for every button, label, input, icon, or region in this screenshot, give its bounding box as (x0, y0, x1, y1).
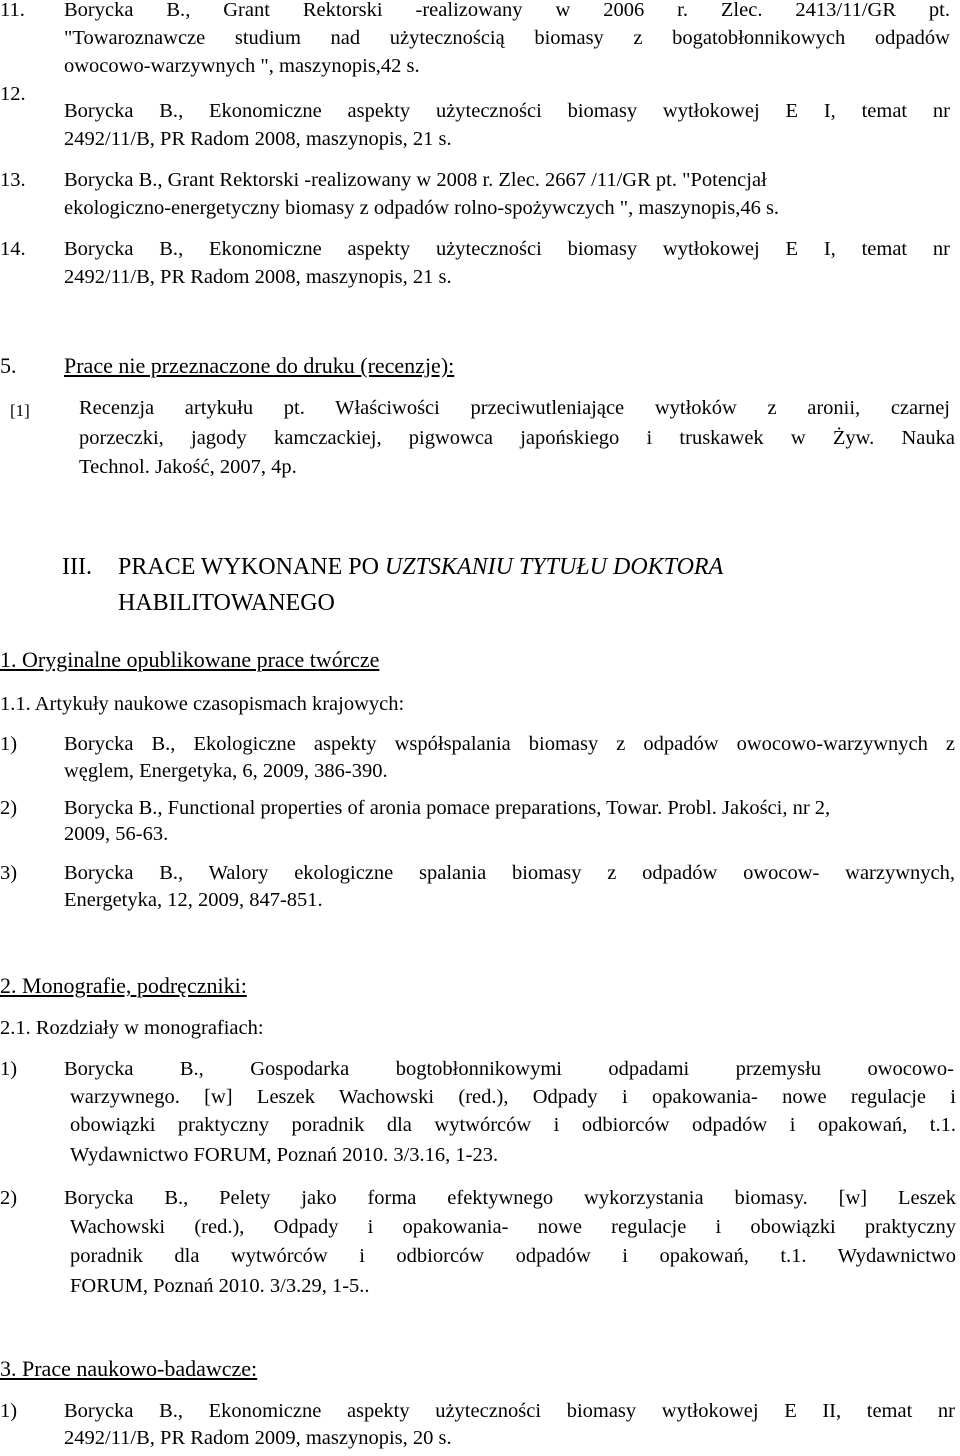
chapter-2-line-2: Wachowski (red.), Odpady i opakowania- nowe regulacje i obowiązki praktyczny (70, 1216, 956, 1238)
review-1-line-2: porzeczki, jagody kamczackiej, pigwowca japońskiego i truskawek w Żyw. Nauka (79, 427, 955, 449)
chapter-2-number: 2) (0, 1187, 18, 1209)
review-1-number: [1] (10, 401, 30, 420)
subsection-3-title: 3. Prace naukowo-badawcze: (0, 1356, 258, 1381)
article-2-number: 2) (0, 797, 18, 819)
research-1-author: Borycka B. (64, 1400, 178, 1422)
section-5-number: 5. (0, 353, 17, 378)
entry-12-line-1-text: , Ekonomiczne aspekty użyteczności biomasy wytłokowej E I, temat nr (178, 100, 950, 122)
subsection-2-title: 2. Monografie, podręczniki: (0, 973, 247, 998)
section-5-title: Prace nie przeznaczone do druku (recenzje): (64, 353, 455, 378)
entry-13-author: Borycka B. (64, 169, 158, 191)
review-1-line-1: Recenzja artykułu pt. Właściwości przeciwutleniające wytłoków z aronii, czarnej (79, 397, 950, 419)
article-2-line-1 (64, 794, 830, 822)
section-iii-number: III. (62, 554, 92, 580)
chapter-1-number: 1) (0, 1058, 18, 1080)
review-1-line-3: Technol. Jakość, 2007, 4p. (79, 456, 297, 478)
chapter-2-line-3: poradnik dla wytwórców i odbiorców odpadów i opakowań, t.1. Wydawnictwo (70, 1245, 956, 1267)
chapter-1-line-4: Wydawnictwo FORUM, Poznań 2010. 3/3.16, 1-23. (70, 1144, 499, 1166)
research-1-line-2: 2492/11/B, PR Radom 2009, maszynopis, 20 s. (64, 1427, 452, 1449)
article-3-line-1 (64, 859, 955, 887)
article-3-number: 3) (0, 862, 18, 884)
entry-11-number: 11. (0, 0, 25, 21)
entry-14-line-1-text: , Ekonomiczne aspekty użyteczności biomasy wytłokowej E I, temat nr (178, 238, 950, 260)
section-iii-title-line-1-italic: UZTSKANIU TYTUŁU DOKTORA (384, 554, 724, 580)
entry-12-line-1 (64, 97, 950, 125)
subsection-1-title: 1. Oryginalne opublikowane prace twórcze (0, 647, 380, 672)
section-iii-title-line-1 (118, 552, 723, 582)
chapter-1-line-3: obowiązki praktyczny poradnik dla wytwórców i odbiorców odpadów i opakowań, t.1. (70, 1114, 956, 1136)
chapter-1-line-1 (64, 1055, 954, 1083)
entry-12-line-2: 2492/11/B, PR Radom 2008, maszynopis, 21 s. (64, 128, 452, 150)
entry-13-line-2: ekologiczno-energetyczny biomasy z odpadów rolno-spożywczych ", maszynopis,46 s. (64, 197, 780, 219)
entry-11-author: Borycka B. (64, 0, 186, 21)
chapter-1-line-1-text: , Gospodarka bogtobłonnikowymi odpadami przemysłu owocowo- (198, 1058, 954, 1080)
entry-11-line-1 (64, 0, 950, 24)
entry-11-line-2: "Towaroznawcze studium nad użytecznością biomasy z bogatobłonnikowych odpadów (64, 27, 950, 49)
article-2-line-1-text: , Functional properties of aronia pomace preparations, Towar. Probl. Jakości, nr 2, (157, 797, 831, 819)
chapter-2-line-1-text: , Pelety jako forma efektywnego wykorzystania biomasy. [w] Leszek (183, 1187, 957, 1209)
entry-12-author: Borycka B. (64, 100, 179, 122)
entry-14-number: 14. (0, 238, 26, 260)
entry-13-line-1 (64, 166, 767, 194)
chapter-1-line-2: warzywnego. [w] Leszek Wachowski (red.), Odpady i opakowania- nowe regulacje i (70, 1086, 956, 1108)
entry-13-number: 13. (0, 169, 26, 191)
article-1-line-1-text: , Ekologiczne aspekty współspalania biomasy z odpadów owocowo-warzywnych z (170, 733, 955, 755)
article-1-author: Borycka B. (64, 733, 171, 755)
entry-14-line-1 (64, 235, 950, 263)
entry-11-line-3: owocowo-warzywnych ", maszynopis,42 s. (64, 55, 420, 77)
research-1-number: 1) (0, 1400, 18, 1422)
section-iii-title-line-1-upright: PRACE WYKONANE PO (118, 554, 385, 580)
article-1-line-1 (64, 730, 955, 758)
entry-14-line-2: 2492/11/B, PR Radom 2008, maszynopis, 21 s. (64, 266, 452, 288)
chapter-2-line-1 (64, 1184, 956, 1212)
research-1-line-1 (64, 1397, 955, 1425)
section-iii-title-line-2: HABILITOWANEGO (118, 590, 335, 616)
article-2-author: Borycka B. (64, 797, 158, 819)
research-1-line-1-text: , Ekonomiczne aspekty użyteczności biomasy wytłokowej E II, temat nr (177, 1400, 955, 1422)
entry-11-line-1-text: , Grant Rektorski -realizowany w 2006 r. Zlec. 2413/11/GR pt. (185, 0, 950, 21)
entry-13-line-1-text: , Grant Rektorski -realizowany w 2008 r. Zlec. 2667 /11/GR pt. "Potencjał (157, 169, 767, 191)
chapter-2-line-4: FORUM, Poznań 2010. 3/3.29, 1-5.. (70, 1275, 370, 1297)
article-3-author: Borycka B. (64, 862, 179, 884)
entry-14-author: Borycka B. (64, 238, 179, 260)
article-2-line-2: 2009, 56-63. (64, 823, 169, 845)
article-1-number: 1) (0, 733, 18, 755)
entry-12-number: 12. (0, 83, 26, 105)
article-1-line-2: węglem, Energetyka, 6, 2009, 386-390. (64, 760, 388, 782)
article-3-line-1-text: , Walory ekologiczne spalania biomasy z odpadów owocow- warzywnych, (178, 862, 955, 884)
subsection-2-1-title: 2.1. Rozdziały w monografiach: (0, 1017, 264, 1039)
article-3-line-2: Energetyka, 12, 2009, 847-851. (64, 889, 323, 911)
chapter-2-author: Borycka B. (64, 1187, 184, 1209)
subsection-1-1-title: 1.1. Artykuły naukowe czasopismach krajowych: (0, 693, 405, 715)
chapter-1-author: Borycka B. (64, 1058, 199, 1080)
